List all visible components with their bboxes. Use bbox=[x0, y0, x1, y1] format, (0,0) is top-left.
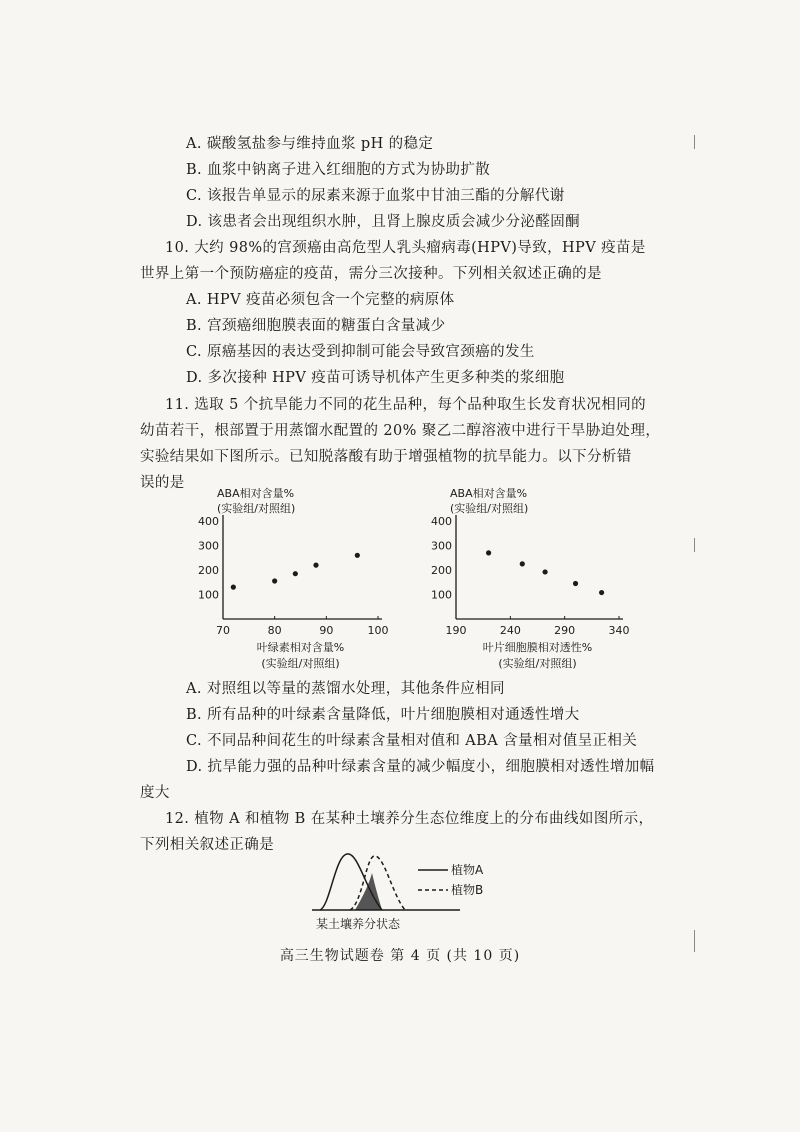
q11-option-a: A. 对照组以等量的蒸馏水处理，其他条件应相同 bbox=[186, 681, 505, 697]
margin-mark-top bbox=[694, 135, 695, 149]
x-tick-label: 80 bbox=[267, 624, 282, 637]
q9-option-b: B. 血浆中钠离子进入红细胞的方式为协助扩散 bbox=[186, 162, 491, 178]
q11-stem-line2: 幼苗若干，根部置于用蒸馏水配置的 20% 聚乙二醇溶液中进行干旱胁迫处理， bbox=[140, 423, 661, 439]
y-axis-label-line2: (实验组/对照组) bbox=[450, 502, 529, 515]
q11-stem-line4: 误的是 bbox=[140, 475, 185, 491]
soil-axis-label: 某土壤养分状态 bbox=[316, 917, 401, 931]
x-tick-label: 100 bbox=[367, 624, 389, 637]
data-point bbox=[355, 553, 360, 558]
y-axis-label-line2: (实验组/对照组) bbox=[217, 502, 296, 515]
x-axis-label-line1: 叶绿素相对含量% bbox=[256, 641, 345, 654]
x-tick-label: 90 bbox=[319, 624, 334, 637]
q11-chart-right bbox=[420, 485, 640, 670]
x-tick-label: 190 bbox=[445, 624, 467, 637]
x-axis-label-line2: (实验组/对照组) bbox=[261, 657, 340, 670]
x-tick-label: 290 bbox=[554, 624, 576, 637]
x-tick-label: 240 bbox=[499, 624, 521, 637]
y-tick-label: 100 bbox=[198, 588, 219, 602]
x-axis-label-line2: (实验组/对照组) bbox=[498, 657, 577, 670]
margin-mark-bottom bbox=[694, 930, 695, 952]
data-point bbox=[543, 569, 548, 574]
q11-chart-left bbox=[190, 485, 390, 670]
q11-stem-line1: 11. 选取 5 个抗旱能力不同的花生品种，每个品种取生长发育状况相同的 bbox=[165, 397, 647, 413]
q9-option-c: C. 该报告单显示的尿素来源于血浆中甘油三酯的分解代谢 bbox=[186, 188, 565, 204]
q11-option-c: C. 不同品种间花生的叶绿素含量相对值和 ABA 含量相对值呈正相关 bbox=[186, 733, 638, 749]
legend-a-label: 植物A bbox=[451, 863, 484, 877]
y-tick-label: 400 bbox=[198, 515, 219, 528]
data-point bbox=[520, 561, 525, 566]
q10-option-a: A. HPV 疫苗必须包含一个完整的病原体 bbox=[186, 292, 455, 308]
q11-option-b: B. 所有品种的叶绿素含量降低，叶片细胞膜相对通透性增大 bbox=[186, 707, 580, 723]
data-point bbox=[313, 563, 318, 568]
q12-stem-line1: 12. 植物 A 和植物 B 在某种土壤养分生态位维度上的分布曲线如图所示， bbox=[165, 811, 654, 827]
q10-option-d: D. 多次接种 HPV 疫苗可诱导机体产生更多种类的浆细胞 bbox=[186, 370, 565, 386]
y-tick-label: 100 bbox=[431, 588, 452, 602]
y-axis-label-line1: ABA相对含量% bbox=[450, 487, 528, 500]
q10-stem-line2: 世界上第一个预防癌症的疫苗，需分三次接种。下列相关叙述正确的是 bbox=[140, 266, 602, 282]
q10-stem-line1: 10. 大约 98%的宫颈癌由高危型人乳头瘤病毒(HPV)导致，HPV 疫苗是 bbox=[165, 240, 646, 256]
q11-option-d: D. 抗旱能力强的品种叶绿素含量的减少幅度小，细胞膜相对透性增加幅 bbox=[186, 759, 655, 775]
data-point bbox=[599, 590, 604, 595]
q9-option-d: D. 该患者会出现组织水肿，且肾上腺皮质会减少分泌醛固酮 bbox=[186, 214, 581, 230]
x-tick-label: 340 bbox=[608, 624, 630, 637]
q11-option-d-continued: 度大 bbox=[140, 785, 170, 801]
y-tick-label: 300 bbox=[198, 539, 219, 553]
legend-b-label: 植物B bbox=[451, 883, 484, 897]
data-point bbox=[293, 571, 298, 576]
q10-option-c: C. 原癌基因的表达受到抑制可能会导致宫颈癌的发生 bbox=[186, 344, 535, 360]
data-point bbox=[272, 578, 277, 583]
data-point bbox=[573, 581, 578, 586]
q10-option-b: B. 宫颈癌细胞膜表面的糖蛋白含量减少 bbox=[186, 318, 446, 334]
x-axis-label-line1: 叶片细胞膜相对透性% bbox=[482, 641, 593, 654]
page-footer: 高三生物试题卷 第 4 页 (共 10 页) bbox=[279, 948, 521, 964]
y-tick-label: 200 bbox=[198, 564, 219, 577]
q12-niche-diagram bbox=[310, 848, 510, 933]
q12-stem-line2: 下列相关叙述正确是 bbox=[140, 837, 275, 853]
data-point bbox=[486, 550, 491, 555]
x-tick-label: 70 bbox=[216, 624, 230, 637]
margin-mark-mid bbox=[694, 538, 695, 552]
y-tick-label: 300 bbox=[431, 539, 452, 553]
y-tick-label: 400 bbox=[431, 515, 452, 528]
y-axis-label-line1: ABA相对含量% bbox=[217, 487, 295, 500]
data-point bbox=[231, 585, 236, 590]
q11-stem-line3: 实验结果如下图所示。已知脱落酸有助于增强植物的抗旱能力。以下分析错 bbox=[140, 449, 632, 465]
y-tick-label: 200 bbox=[431, 564, 452, 577]
q9-option-a: A. 碳酸氢盐参与维持血浆 pH 的稳定 bbox=[186, 136, 434, 152]
